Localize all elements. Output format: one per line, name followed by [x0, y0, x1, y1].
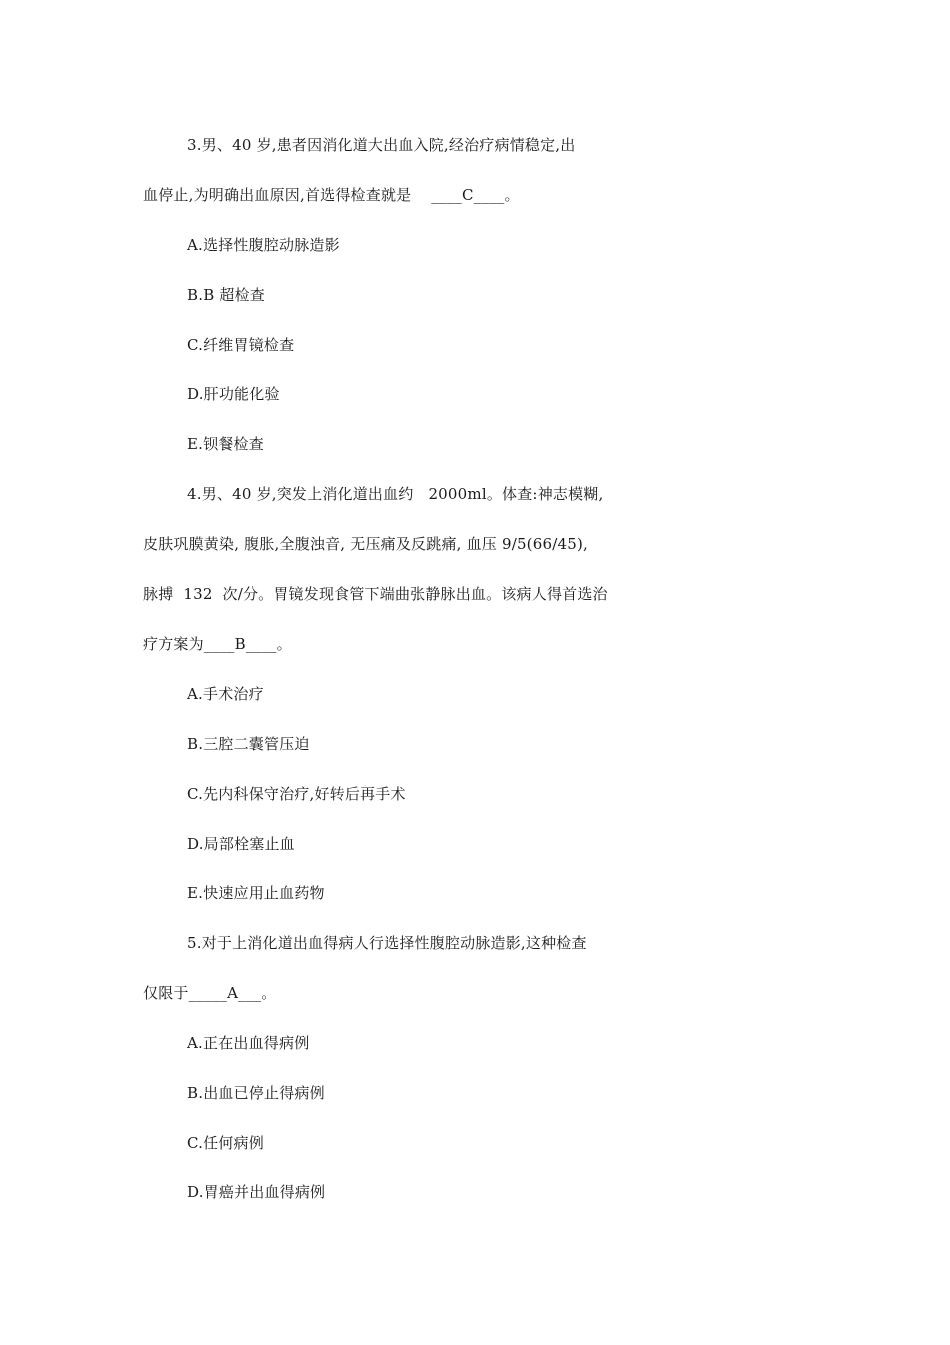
question-4-line-2: 皮肤巩膜黄染, 腹胀,全腹浊音, 无压痛及反跳痛, 血压 9/5(66/45), — [143, 535, 588, 553]
question-3-option-c: C.纤维胃镜检查 — [187, 336, 295, 354]
question-4-option-e: E.快速应用止血药物 — [187, 884, 325, 902]
question-4-option-b: B.三腔二囊管压迫 — [187, 735, 310, 753]
question-5-option-a: A.正在出血得病例 — [187, 1034, 310, 1052]
question-5-line-1: 5.对于上消化道出血得病人行选择性腹腔动脉造影,这种检查 — [187, 934, 587, 952]
question-3-option-d: D.肝功能化验 — [187, 385, 280, 403]
question-4-option-c: C.先内科保守治疗,好转后再手术 — [187, 785, 406, 803]
question-3-line-1: 3.男、40 岁,患者因消化道大出血入院,经治疗病情稳定,出 — [187, 136, 576, 154]
question-5-option-b: B.出血已停止得病例 — [187, 1084, 325, 1102]
question-4-line-3: 脉搏 132 次/分。胃镜发现食管下端曲张静脉出血。该病人得首选治 — [143, 585, 608, 603]
question-3-option-b: B.B 超检查 — [187, 286, 265, 304]
question-4-option-a: A.手术治疗 — [187, 685, 264, 703]
question-4-line-1: 4.男、40 岁,突发上消化道出血约 2000ml。体查:神志模糊, — [187, 485, 604, 503]
question-5-option-c: C.任何病例 — [187, 1134, 264, 1152]
question-3-option-a: A.选择性腹腔动脉造影 — [187, 236, 340, 254]
question-4-option-d: D.局部栓塞止血 — [187, 835, 295, 853]
question-3-option-e: E.钡餐检查 — [187, 435, 264, 453]
question-3-line-2: 血停止,为明确出血原因,首选得检查就是 ____C____。 — [143, 186, 520, 204]
question-5-line-2: 仅限于_____A___。 — [143, 984, 277, 1002]
question-4-line-4: 疗方案为____B____。 — [143, 635, 292, 653]
question-5-option-d: D.胃癌并出血得病例 — [187, 1183, 326, 1201]
